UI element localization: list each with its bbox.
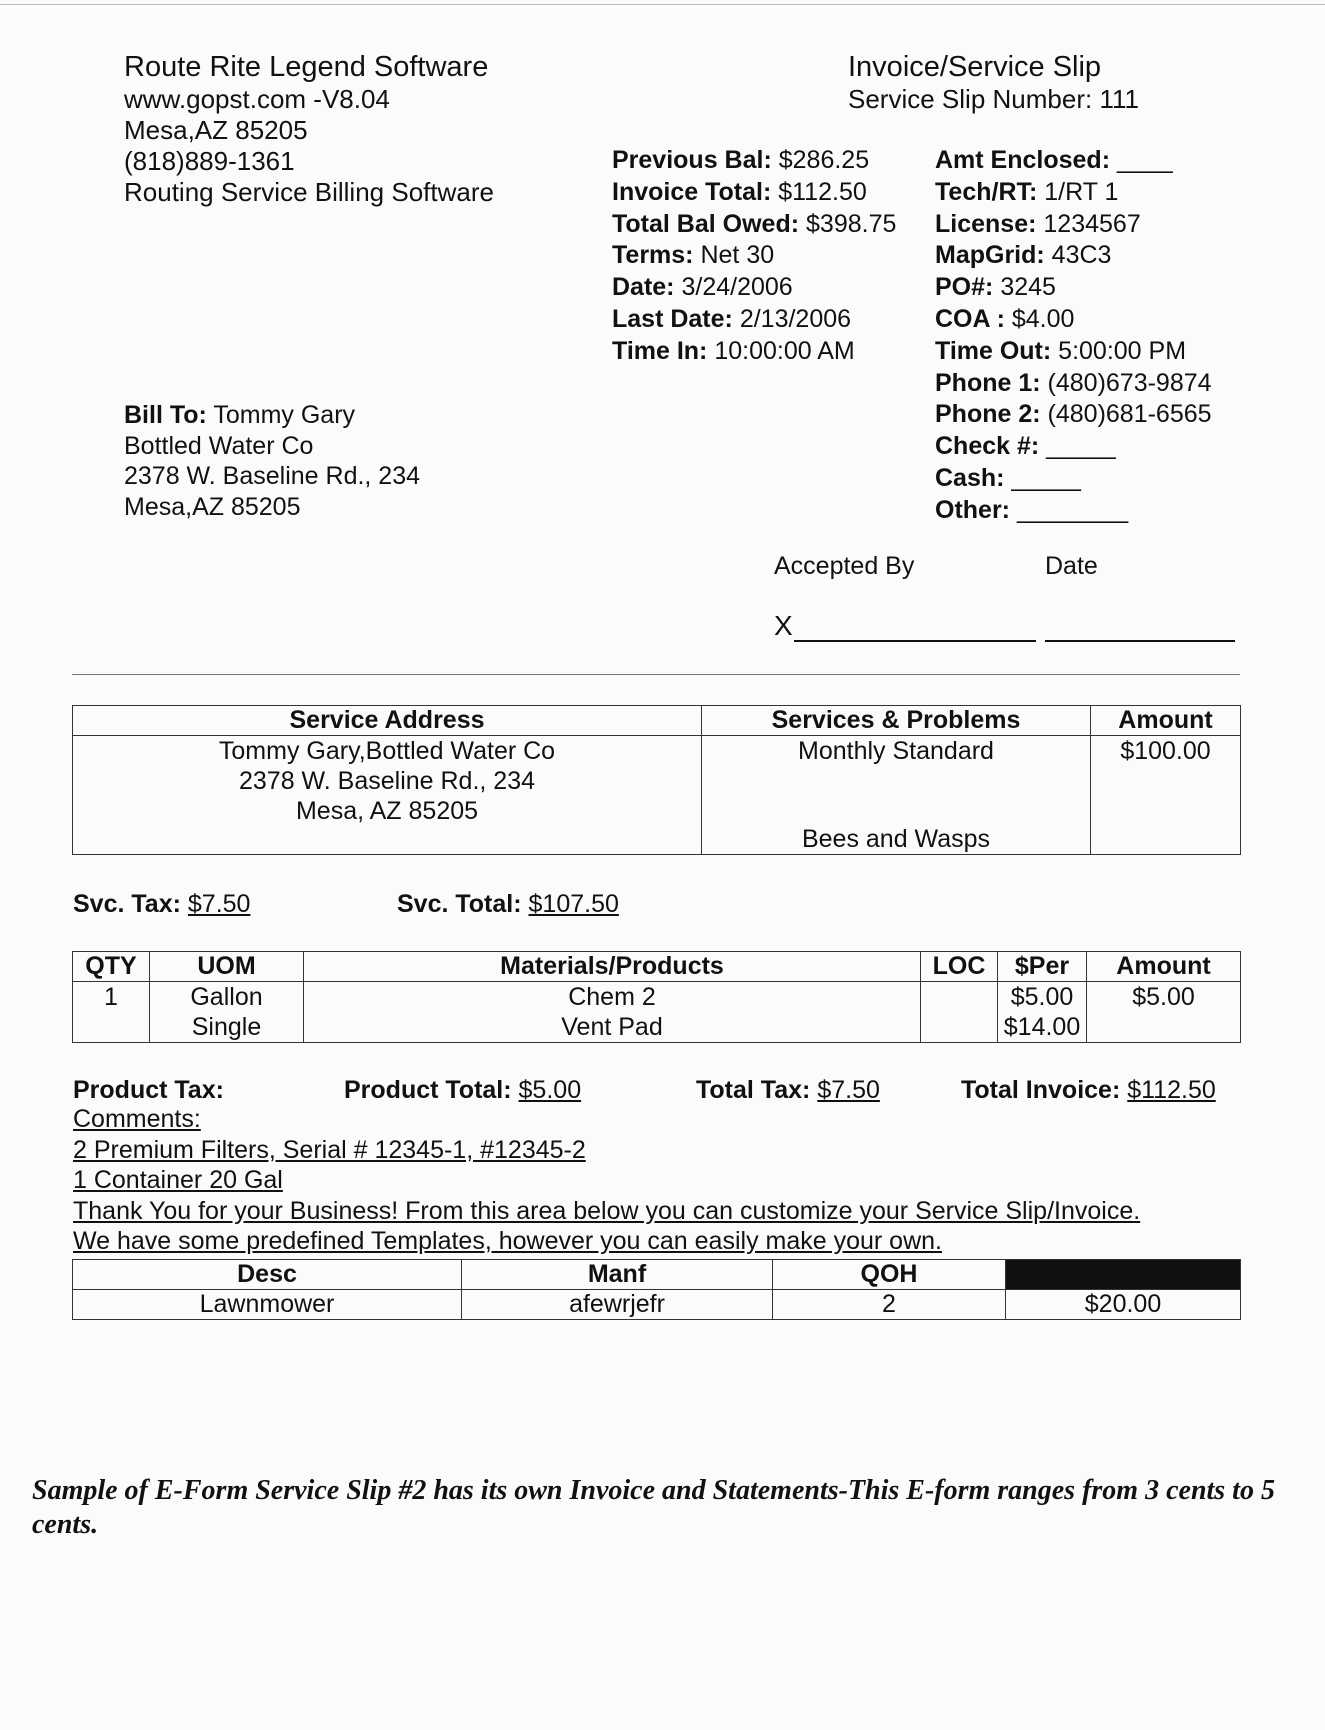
page-top-rule — [0, 4, 1325, 5]
qty-header: QTY — [73, 952, 150, 982]
summary-value: Net 30 — [700, 241, 775, 270]
summary-value: (480)681-6565 — [1047, 400, 1212, 429]
summary-value: $112.50 — [778, 177, 867, 206]
slip-number: 111 — [1099, 84, 1139, 114]
summary-value: 43C3 — [1051, 241, 1112, 270]
loc-header: LOC — [921, 952, 998, 982]
summary-label: Time Out: — [935, 336, 1052, 365]
summary-label: Cash: — [935, 463, 1005, 492]
services-cell — [702, 736, 1091, 855]
svc-total-value: $107.50 — [528, 890, 619, 918]
summary-value: (480)673-9874 — [1047, 368, 1212, 397]
summary-label: License: — [935, 209, 1037, 238]
summary-left-column — [612, 145, 896, 368]
amount-cell: $100.00 — [1091, 736, 1241, 855]
product-total-value: $5.00 — [518, 1076, 582, 1104]
bill-to-street: 2378 W. Baseline Rd., 234 — [124, 462, 421, 490]
total-tax — [696, 1076, 880, 1105]
summary-row — [935, 336, 1212, 368]
summary-row — [935, 495, 1212, 527]
summary-row — [935, 368, 1212, 400]
product-value: Vent Pad — [561, 1013, 663, 1041]
service-address-line: 2378 W. Baseline Rd., 234 — [238, 767, 536, 795]
bill-to-company: Bottled Water Co — [124, 431, 314, 460]
qty-cell: 1 — [73, 982, 150, 1043]
service-address-line: Tommy Gary,Bottled Water Co — [218, 737, 556, 765]
summary-row — [612, 272, 896, 304]
uom-header: UOM — [150, 952, 304, 982]
summary-label: Tech/RT: — [935, 177, 1038, 206]
slip-header — [848, 50, 1139, 115]
company-city: Mesa,AZ 85205 — [124, 115, 308, 145]
summary-label: PO#: — [935, 273, 994, 302]
svc-tax-label: Svc. Tax: — [73, 890, 181, 918]
svc-total — [397, 890, 619, 919]
summary-value: 3/24/2006 — [681, 273, 793, 302]
summary-label: Amt Enclosed: — [935, 146, 1111, 174]
service-address-cell — [73, 736, 702, 855]
signature-line[interactable] — [794, 640, 1036, 642]
materials-table — [72, 951, 1241, 1043]
summary-row — [935, 304, 1212, 336]
desc-header: Desc — [73, 1260, 462, 1290]
summary-label: Check #: — [935, 432, 1040, 461]
summary-value: 1234567 — [1043, 209, 1141, 238]
accepted-by-label: Accepted By — [774, 552, 915, 580]
comment-line: 2 Premium Filters, Serial # 12345-1, #12345-2 — [73, 1135, 586, 1164]
bill-to-label: Bill To: — [124, 401, 207, 429]
company-phone: (818)889-1361 — [124, 146, 295, 176]
summary-label: Previous Bal: — [612, 146, 772, 174]
total-invoice — [961, 1076, 1216, 1105]
summary-value: $286.25 — [778, 146, 870, 174]
company-tagline: Routing Service Billing Software — [124, 177, 494, 207]
summary-row — [612, 240, 896, 272]
inventory-table-header — [73, 1260, 1241, 1290]
service-address-line: Mesa, AZ 85205 — [295, 797, 479, 825]
desc-cell: Lawnmower — [73, 1290, 462, 1320]
uom-cell — [150, 982, 304, 1043]
summary-value: 2/13/2006 — [739, 304, 852, 333]
price-header — [1006, 1260, 1241, 1290]
company-website: www.gopst.com -V8.04 — [124, 84, 390, 114]
comment-line: We have some predefined Templates, however you can easily make your own. — [73, 1227, 942, 1255]
summary-row — [612, 145, 896, 177]
summary-row — [612, 177, 896, 209]
per-value: $14.00 — [1003, 1013, 1081, 1041]
summary-value: ________ — [1016, 495, 1129, 524]
inventory-table — [72, 1259, 1241, 1320]
summary-label: Other: — [935, 495, 1010, 524]
manf-header: Manf — [462, 1260, 773, 1290]
comments-block — [73, 1104, 1140, 1257]
summary-value: _____ — [1011, 463, 1081, 492]
services-problems-header: Services & Problems — [702, 706, 1091, 736]
amount-header: Amount — [1091, 706, 1241, 736]
summary-right-column — [935, 145, 1212, 527]
total-tax-value: $7.50 — [817, 1076, 880, 1104]
comments-label: Comments: — [73, 1105, 201, 1133]
product-total — [344, 1076, 581, 1105]
signature-x: X — [774, 610, 793, 641]
slip-number-line — [848, 84, 1139, 115]
company-block — [124, 50, 494, 208]
summary-value: 10:00:00 AM — [714, 336, 855, 365]
summary-row — [935, 209, 1212, 241]
summary-value: $398.75 — [806, 209, 897, 238]
summary-value: ____ — [1116, 146, 1173, 174]
summary-row — [612, 209, 896, 241]
table-row — [73, 982, 1241, 1043]
bill-to-name-line — [124, 400, 420, 431]
summary-label: MapGrid: — [935, 241, 1045, 270]
summary-row — [935, 272, 1212, 304]
materials-amount-cell: $5.00 — [1087, 982, 1241, 1043]
date-label: Date — [1045, 552, 1098, 580]
loc-cell — [921, 982, 998, 1043]
manf-cell: afewrjefr — [462, 1290, 773, 1320]
summary-row — [935, 177, 1212, 209]
summary-row — [935, 399, 1212, 431]
summary-label: Last Date: — [612, 304, 733, 333]
summary-label: Time In: — [612, 336, 708, 365]
uom-value: Gallon — [190, 983, 263, 1011]
summary-row — [612, 336, 896, 368]
comment-line: 1 Container 20 Gal — [73, 1166, 283, 1194]
svc-tax-value: $7.50 — [187, 890, 251, 918]
product-tax — [73, 1076, 224, 1105]
materials-header: Materials/Products — [304, 952, 921, 982]
summary-row — [935, 145, 1212, 177]
summary-row — [935, 240, 1212, 272]
summary-label: Phone 2: — [935, 400, 1041, 429]
sample-note: Sample of E-Form Service Slip #2 has its own Invoice and Statements-This E-form ranges from 3 cents to 5 cents. — [32, 1475, 1275, 1540]
service-table-header — [73, 706, 1241, 736]
price-cell: $20.00 — [1006, 1290, 1241, 1320]
total-invoice-value: $112.50 — [1127, 1076, 1216, 1104]
summary-label: Date: — [612, 273, 675, 302]
summary-row — [935, 431, 1212, 463]
comment-line: Thank You for your Business! From this area below you can customize your Service Slip/Invoice. — [73, 1196, 1141, 1225]
summary-row — [935, 463, 1212, 495]
service-item: Monthly Standard — [798, 737, 994, 765]
summary-value: 3245 — [1000, 273, 1056, 302]
slip-number-label: Service Slip Number: — [848, 84, 1093, 114]
summary-label: COA : — [935, 304, 1005, 333]
product-total-label: Product Total: — [344, 1076, 512, 1104]
uom-value: Single — [191, 1013, 262, 1041]
materials-amount-header: Amount — [1087, 952, 1241, 982]
service-address-header: Service Address — [73, 706, 702, 736]
summary-label: Terms: — [612, 241, 694, 270]
products-cell — [304, 982, 921, 1043]
svc-tax — [73, 890, 250, 919]
company-name: Route Rite Legend Software — [124, 51, 489, 83]
per-value: $5.00 — [1010, 983, 1074, 1011]
summary-value: _____ — [1046, 432, 1116, 461]
date-line[interactable] — [1045, 640, 1235, 642]
section-divider — [72, 674, 1240, 675]
summary-value: 5:00:00 PM — [1058, 336, 1187, 365]
bill-to-block — [124, 400, 420, 522]
svc-total-label: Svc. Total: — [397, 890, 522, 918]
slip-title: Invoice/Service Slip — [848, 51, 1102, 83]
materials-table-header — [73, 952, 1241, 982]
product-value: Chem 2 — [568, 983, 656, 1011]
total-invoice-label: Total Invoice: — [961, 1076, 1121, 1104]
summary-label: Invoice Total: — [612, 177, 772, 206]
qoh-cell: 2 — [773, 1290, 1006, 1320]
per-cell — [998, 982, 1087, 1043]
summary-value: 1/RT 1 — [1044, 177, 1119, 206]
bill-to-city: Mesa,AZ 85205 — [124, 492, 301, 521]
summary-label: Total Bal Owed: — [612, 209, 800, 238]
summary-row — [612, 304, 896, 336]
service-item: Bees and Wasps — [801, 825, 991, 853]
table-row — [73, 1290, 1241, 1320]
table-row — [73, 736, 1241, 855]
bill-to-name: Tommy Gary — [213, 401, 356, 429]
per-header: $Per — [998, 952, 1087, 982]
summary-value: $4.00 — [1011, 304, 1075, 333]
product-tax-label: Product Tax: — [73, 1076, 224, 1104]
qoh-header: QOH — [773, 1260, 1006, 1290]
service-table — [72, 705, 1241, 855]
total-tax-label: Total Tax: — [696, 1076, 811, 1104]
summary-label: Phone 1: — [935, 368, 1041, 397]
